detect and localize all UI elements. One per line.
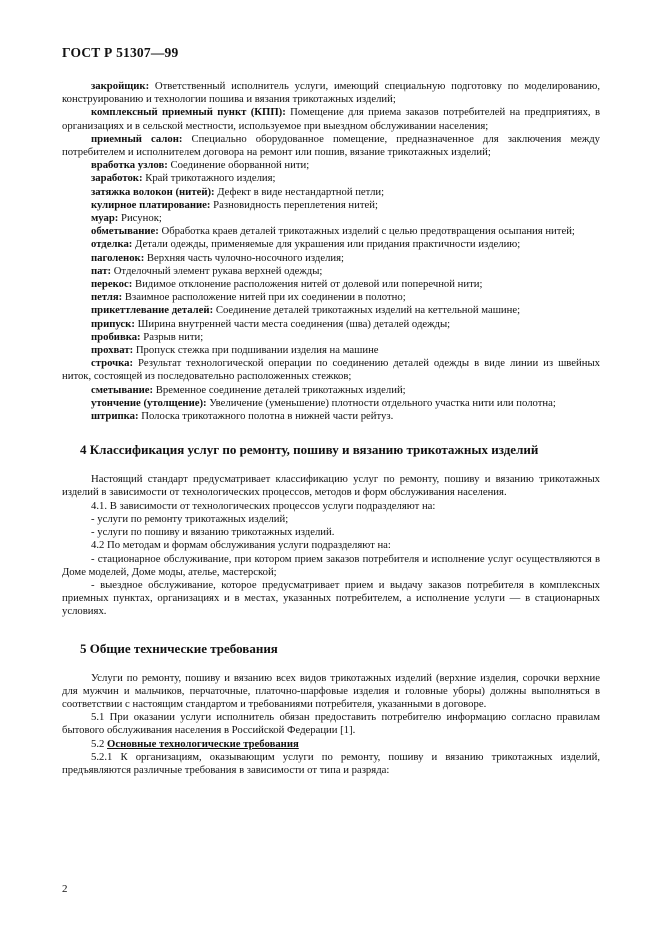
definition-term: обметывание:	[91, 225, 159, 238]
definition-term: комплексный приемный пункт (КПП):	[91, 106, 286, 119]
definition-term: пат:	[91, 264, 112, 277]
list-item: - услуги по пошиву и вязанию трикотажных изделий.	[91, 526, 335, 539]
definition-term: приемный салон:	[91, 132, 183, 145]
definition-item	[62, 238, 600, 251]
list-item: - стационарное обслуживание, при котором прием заказов потребителя и исполнение услуг осуществляются в Доме моделей, Доме моды, ателье, мастерской;	[62, 552, 600, 578]
definition-term: вработка узлов:	[91, 159, 168, 172]
document-code: ГОСТ Р 51307—99	[62, 45, 179, 60]
definition-item	[62, 304, 600, 317]
definition-text: Детали одежды, применяемые для украшения или придания практичности изделию;	[135, 238, 521, 251]
definition-text: Ширина внутренней части места соединения (шва) деталей одежды;	[137, 317, 451, 330]
definition-text: Пропуск стежка при подшивании изделия на машине	[135, 344, 379, 357]
definition-item	[62, 384, 600, 397]
definition-term: штрипка:	[91, 410, 139, 423]
definition-item	[62, 225, 600, 238]
definition-term: пробивка:	[91, 330, 141, 343]
list-item: - выездное обслуживание, которое предусматривает прием и выдачу заказов потребителя в комплексных приемных пунктах, организациях и в местах, указанных потребителем, а исполнение услуги — в стационарных условиях.	[62, 578, 600, 618]
definition-item	[62, 106, 600, 132]
definition-text: Результат технологической операции по соединению деталей одежды в виде линии из швейных ниток, состоящей из последовательно расположенных стежков;	[62, 357, 601, 383]
clause-5-1: 5.1 При оказании услуги исполнитель обязан предоставить потребителю информацию согласно правилам бытового обслуживания населения в Российской Федерации [1].	[62, 711, 600, 737]
section-4-body	[62, 473, 600, 618]
definition-term: муар:	[91, 212, 119, 225]
definition-text: Отделочный элемент рукава верхней одежды;	[113, 264, 323, 277]
definition-text: Увеличение (уменьшение) плотности отдельного участка нити или полотна;	[209, 396, 556, 409]
definition-item	[62, 344, 600, 357]
definition-term: отделка:	[91, 238, 133, 251]
definition-item	[62, 278, 600, 291]
definition-text: Видимое отклонение расположения нитей от долевой или поперечной нити;	[134, 278, 483, 291]
definition-item	[62, 186, 600, 199]
definition-text: Специально оборудованное помещение, предназначенное для заключения между потребителем и исполнителем договора на ремонт или пошив, вязание трикотажных изделий;	[62, 132, 601, 159]
section-5-heading: 5 Общие технические требования	[80, 640, 278, 656]
definition-text: Обработка краев деталей трикотажных изделий с целью предотвращения осыпания нитей;	[161, 225, 575, 238]
definition-text: Помещение для приема заказов потребителей на предприятиях, в организациях и в сельской местности, используемое при выездном обслуживании населения;	[62, 106, 600, 132]
definition-term: прохват:	[91, 344, 134, 357]
definition-item	[62, 133, 600, 159]
definition-term: сметывание:	[91, 383, 154, 396]
definition-item	[62, 318, 600, 331]
definition-item	[62, 252, 600, 265]
definition-item	[62, 331, 600, 344]
clause-4-2: 4.2 По методам и формам обслуживания услуги подразделяют на:	[91, 539, 391, 552]
section-4-intro: Настоящий стандарт предусматривает классификацию услуг по ремонту, пошиву и вязанию трикотажных изделий в зависимости от технологических процессов, методов и форм обслуживания населения.	[62, 473, 600, 499]
definition-text: Дефект в виде нестандартной петли;	[217, 185, 385, 198]
definition-text: Полоска трикотажного полотна в нижней части рейтуз.	[141, 410, 394, 423]
definition-item	[62, 291, 600, 304]
definition-text: Край трикотажного изделия;	[145, 172, 276, 185]
definition-text: Верхняя часть чулочно-носочного изделия;	[146, 251, 345, 264]
section-5-body	[62, 672, 600, 778]
definition-text: Разрыв нити;	[143, 330, 204, 343]
definition-text: Временное соединение деталей трикотажных изделий;	[155, 383, 406, 396]
clause-5-2-title: Основные технологические требования	[107, 737, 299, 750]
definition-item	[62, 265, 600, 278]
clause-5-2-heading	[62, 738, 600, 751]
definition-text: Разновидность переплетения нитей;	[213, 198, 378, 211]
section-5-intro: Услуги по ремонту, пошиву и вязанию всех видов трикотажных изделий (верхние изделия, сорочки верхние для мужчин и мальчиков, перчаточные, платочно-шарфовые изделия и головные уборы) должны выполняться в соответствии с настоящим стандартом и требованиями потребителя, указанными в договоре.	[62, 671, 600, 710]
definition-item	[62, 159, 600, 172]
definition-item	[62, 357, 600, 383]
definition-item	[62, 212, 600, 225]
definition-text: Рисунок;	[121, 212, 162, 225]
list-item: - услуги по ремонту трикотажных изделий;	[91, 512, 289, 525]
definition-item	[62, 199, 600, 212]
definition-text: Соединение деталей трикотажных изделий на кеттельной машине;	[215, 304, 521, 317]
definition-item	[62, 172, 600, 185]
definition-term: паголенок:	[91, 251, 145, 264]
definition-item	[62, 410, 600, 423]
clause-5-2-number: 5.2	[91, 737, 105, 750]
definitions-list	[62, 80, 600, 423]
definition-item	[62, 80, 600, 106]
definition-term: перекос:	[91, 278, 133, 291]
definition-term: заработок:	[91, 172, 143, 185]
definition-text: Ответственный исполнитель услуги, имеющий специальную подготовку по моделированию, конструированию и технологии пошива и вязания трикотажных изделий;	[62, 80, 600, 106]
definition-term: прикеттлевание деталей:	[91, 304, 214, 317]
page-number: 2	[62, 883, 68, 895]
clause-5-2-1: 5.2.1 К организациям, оказывающим услуги по ремонту, пошиву и вязанию трикотажных изделий, предъявляются различные требования в зависимости от типа и разряда:	[62, 750, 600, 776]
page-content	[62, 80, 600, 777]
section-4-heading: 4 Классификация услуг по ремонту, пошиву и вязанию трикотажных изделий	[80, 442, 539, 458]
definition-term: закройщик:	[91, 80, 150, 92]
definition-term: кулирное платирование:	[91, 198, 211, 211]
definition-term: строчка:	[91, 357, 134, 370]
definition-term: затяжка волокон (нитей):	[91, 185, 215, 198]
definition-term: петля:	[91, 291, 123, 304]
definition-text: Соединение оборванной нити;	[170, 159, 310, 172]
definition-item	[62, 397, 600, 410]
definition-term: утончение (утолщение):	[91, 396, 207, 409]
definition-term: припуск:	[91, 317, 135, 330]
clause-4-1: 4.1. В зависимости от технологических процессов услуги подразделяют на:	[91, 499, 436, 512]
definition-text: Взаимное расположение нитей при их соединении в полотно;	[124, 291, 406, 304]
